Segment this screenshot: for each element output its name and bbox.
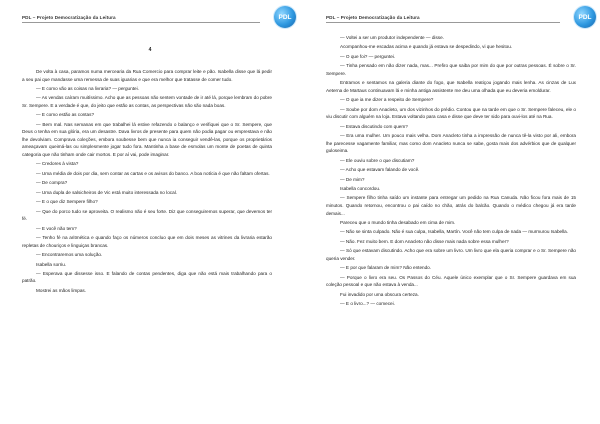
left-header-rule <box>22 22 260 23</box>
paragraph: — Tenho fé na aritmética e quando faço os números concluo que em dois meses as vitrines da livraria estarão repletas de chouriços e linguiças brancas. <box>22 235 272 248</box>
paragraph: Isabella concordou. <box>340 185 381 191</box>
paragraph: — Credores à vista? <box>36 161 79 167</box>
paragraph: Isabella sorriu. <box>36 261 67 267</box>
paragraph: — Acho que estavam falando de você. <box>340 167 420 173</box>
paragraph: Mostrei as mãos limpas. <box>36 287 87 293</box>
paragraph: — Era uma mulher. Um pouco mais velha. Dom Anacleto tinha a impressão de nunca tê-la visto por ali, embora lhe parecesse vagamente familiar, mas como dom Anacleto nunca se sabe, gosta mais dos advérbios que de qualquer guloseima. <box>326 133 576 154</box>
paragraph: — Não. Fez muito bem. E dom Anacleto não disse mais nada sobre essa mulher? <box>340 238 509 244</box>
paragraph: — Tinha pensado em não dizer nada, mas... Prefiro que saiba por mim do que por outras pessoas. É sobre o Sr. Sempere. <box>326 63 576 76</box>
paragraph: — Uma dupla de salsicheiros de Vic está muito interessada no local. <box>36 189 178 195</box>
paragraph: — E como vão as coisas na livraria? — perguntei. <box>36 85 139 91</box>
paragraph: — Não se sinta culpado. Não é sua culpa, Isabella, Martín. Você não tem culpa de nada — murmurou Isabella. <box>340 229 569 235</box>
paragraph: De volta à casa, paramos numa mercearia da Rua Comercio para comprar leite e pão. Isabella disse que lá pedir a seu pai que mandasse uma remessa de suas iguarias e que era melhor que tratasse de comer tudo. <box>22 69 272 82</box>
paragraph: — De compra? <box>36 180 68 186</box>
paragraph: — Bem mal. Nas semanas em que trabalhei lá estive refazendo o balanço e verifiquei que o Sr. Sempere, que Deus o tenha em sua glória, era um desastre. Dava livros de presente para quem não podia pagar ou emprestava e não lhe devolviam. Comprava coleções, embora soubesse bem que nunca ia conseguir vendê-las, porque os proprietários ameaçavam queimá-las ou simplesmente jogar tudo fora. Mantinha a base de esmolas um monte de poetas de quinta categoria que não tinham onde cair mortos. E por aí vai, pode imaginar. <box>22 121 272 158</box>
pdl-logo-icon: PDL <box>274 6 296 28</box>
left-running-header <box>22 15 300 20</box>
paragraph: — Só que estavam discutindo. Acho que era sobre um livro. Um livro que ela queria comprar e o Sr. Sempere não queria vender. <box>326 248 576 261</box>
paragraph: — O que foi? — perguntei. <box>340 53 396 59</box>
right-running-header <box>326 15 600 20</box>
paragraph: Fui invadido por uma obscura certeza. <box>340 291 419 297</box>
paragraph: — E como estão as contas? <box>36 112 95 118</box>
left-body-text <box>22 68 272 296</box>
paragraph: — O que ia me dizer a respeito de Sempere? <box>340 97 434 103</box>
paragraph: — As vendas caíram muitíssimo. Acho que as pessoas não sentem vontade de ir até lá, porque lembram do pobre Sr. Sempere. E a verdade é que, do jeito que estão as contas, as perspectivas não são nada boas. <box>22 95 272 108</box>
left-header-text: PDL – Projeto Democratização da Leitura <box>22 15 116 20</box>
paragraph: — De mim? <box>340 176 365 182</box>
paragraph: — Ele ouviu sobre o que discutiam? <box>340 157 415 163</box>
paragraph: — Uma média de dois por dia, sem contar as cartas e os avisos do banco. A boa notícia é que não faltam ofertas. <box>36 170 270 176</box>
pdl-logo-icon: PDL <box>574 6 596 28</box>
paragraph: — Voltei a ser um produtor independente — disse. <box>340 35 444 40</box>
paragraph: — E por que falaram de mim? Não entendo. <box>340 265 432 271</box>
paragraph: — Porque o livro era seu. Os Passos do Céu. Aquele único exemplar que o Sr. Sempere guardava em sua coleção pessoal e que não estava à venda... <box>326 274 576 288</box>
paragraph: — Encontraremos uma solução. <box>36 252 103 258</box>
paragraph: Entramos e sentamos na galeria diante do fogo, que Isabella reatiçou jogando mais lenha. As cinzas de Lux Aeterna de Martaus continuavam lá e minha antiga assistente me deu uma olhada que eu deveria emoldurar. <box>326 80 576 93</box>
paragraph: — E o que diz Sempere filho? <box>36 199 98 205</box>
right-page <box>300 0 600 424</box>
paragraph: Pareceu que o mundo tinha desabado em cima de mim. <box>340 219 456 225</box>
paragraph: — Que do porco tudo se aproveita. O realismo não é seu forte. Diz que conseguiremos superar, que devemos ter fé. <box>22 208 272 222</box>
chapter-number: 4 <box>148 47 152 53</box>
right-header-text: PDL – Projeto Democratização da Leitura <box>326 15 420 20</box>
paragraph: — Soube por dom Anacleto, um dos vizinhos do prédio. Contou que na tarde em que o Sr. Sempere faleceu, ele o viu discutir com alguém na loja. Estava voltando para casa e disse que deve ter sido para ouvi-los até na Rua. <box>326 106 576 120</box>
right-body-text <box>326 34 576 310</box>
paragraph: — E você não tem? <box>36 225 77 231</box>
right-header-rule <box>326 22 560 23</box>
paragraph: — Sempere filho tinha saído um instante para entregar um pedido na Rua Canuda. Não ficou fora mais de 15 minutos. Quando retornou, encontrou o pai caído no chão, atrás do balcão. Quando o médico chegou já era tarde demais... <box>326 195 576 216</box>
paragraph: Acompanhou-me escadas acima e quando já estava se despedindo, vi que hesitou. <box>340 44 513 50</box>
paragraph: — E o livro...? — comecei. <box>340 301 395 307</box>
paragraph: — Estava discutindo com quem? <box>340 123 408 129</box>
paragraph: — Esperava que dissesse isso. E falando de contas pendentes, diga que não está mais trabalhando para o patrão. <box>22 270 272 284</box>
